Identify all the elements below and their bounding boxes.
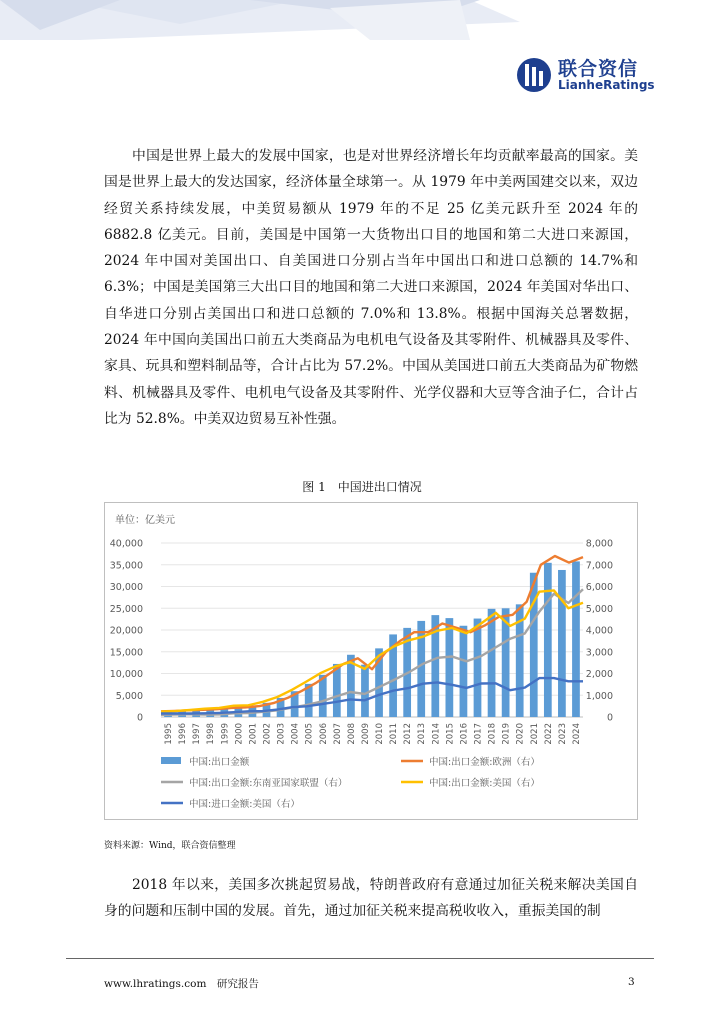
x-axis-tick-label: 2005 [304, 723, 315, 745]
x-axis-tick-label: 1996 [178, 723, 189, 745]
x-axis-tick-label: 2000 [234, 723, 245, 745]
logo-icon [516, 57, 552, 93]
x-axis-tick-label: 2014 [431, 723, 442, 745]
left-axis-tick-label: 0 [136, 712, 143, 724]
left-axis-tick-label: 10,000 [109, 669, 143, 680]
figure-source: 资料来源：Wind，联合资信整理 [104, 841, 236, 851]
x-axis-tick-label: 2015 [445, 723, 456, 745]
header-banner [0, 0, 724, 40]
left-axis-tick-label: 40,000 [109, 538, 143, 550]
right-axis-tick-label: 1,000 [585, 690, 613, 702]
x-axis-tick-label: 2016 [459, 723, 470, 745]
chart-bar [572, 561, 580, 717]
chart-bar [361, 665, 369, 717]
x-axis-tick-label: 2007 [332, 723, 343, 745]
chart-bar [544, 563, 552, 717]
x-axis-tick-label: 1995 [164, 723, 175, 745]
footer-divider [66, 958, 654, 959]
x-axis-tick-label: 2023 [557, 723, 568, 745]
x-axis-tick-label: 2021 [529, 723, 540, 745]
legend-label: 中国:出口金额:欧洲（右） [429, 757, 540, 768]
page-number: 3 [628, 976, 635, 988]
left-axis-tick-label: 15,000 [109, 647, 143, 659]
x-axis-tick-label: 2020 [515, 723, 526, 745]
legend-label: 中国:出口金额 [189, 757, 250, 768]
logo-text-cn: 联合资信 [558, 58, 639, 80]
left-axis-tick-label: 35,000 [109, 560, 143, 572]
x-axis-tick-label: 2018 [487, 723, 498, 745]
chart-bar [460, 626, 468, 717]
right-axis-tick-label: 7,000 [585, 560, 613, 572]
chart-bar [558, 570, 566, 717]
chart-container [104, 502, 638, 820]
x-axis-tick-label: 2017 [473, 723, 484, 745]
chart-bar [530, 573, 538, 717]
body-paragraph-1: 中国是世界上最大的发展中国家，也是对世界经济增长年均贡献率最高的国家。美国是世界上最大的发达国家，经济体量全球第一。从 1979 年中美两国建交以来，双边经贸关系持续发展，中美贸易额从 1979 年的不足 25 亿美元跃升至 2024 年的 6882.8 亿美元。目前，美国是中国第一大货物出口目的地国和第二大进口来源国，2024 年中国对美国出口、自美国进口分别占当年中国出口和进口总额的 14.7%和 6.3%；中国是美国第三大出口目的地国和第二大进口来源国，2024 年美国对华出口、自华进口分别占美国出口和进口总额的 7.0%和 13.8%。根据中国海关总署数据，2024 年中国向美国出口前五大类商品为电机电气设备及其零附件、机械器具及零件、家具、玩具和塑料制品等，合计占比为 57.2%。中国从美国进口前五大类商品为矿物燃料、机械器具及零件、电机电气设备及其零附件、光学仪器和大豆等含油子仁，合计占比为 52.8%。中美双边贸易互补性强。 [104, 148, 638, 427]
legend-label: 中国:出口金额:东南亚国家联盟（右） [189, 778, 348, 789]
logo-text-en: LianheRatings [558, 78, 655, 92]
chart-svg [105, 503, 637, 819]
x-axis-tick-label: 2008 [346, 723, 357, 745]
left-axis-tick-label: 5,000 [115, 690, 143, 702]
right-axis-tick-label: 8,000 [585, 538, 613, 550]
x-axis-tick-label: 2006 [318, 723, 329, 745]
x-axis-tick-label: 2011 [389, 723, 400, 745]
legend-label: 中国:进口金额:美国（右） [189, 799, 300, 810]
x-axis-tick-label: 2009 [360, 723, 371, 745]
right-axis-tick-label: 0 [606, 712, 613, 724]
right-axis-tick-label: 2,000 [585, 669, 613, 680]
left-axis-tick-label: 30,000 [109, 582, 143, 593]
legend-swatch [161, 757, 181, 764]
left-axis-tick-label: 25,000 [109, 603, 143, 615]
x-axis-tick-label: 2013 [417, 723, 428, 745]
right-axis-tick-label: 3,000 [585, 647, 613, 659]
footer-site: www.lhratings.com 研究报告 [104, 978, 259, 990]
x-axis-tick-label: 2024 [571, 723, 582, 745]
x-axis-tick-label: 1997 [192, 723, 203, 745]
company-logo [516, 53, 676, 97]
x-axis-tick-label: 2001 [248, 723, 259, 745]
x-axis-tick-label: 1999 [220, 723, 231, 745]
legend-label: 中国:出口金额:美国（右） [429, 778, 540, 789]
chart-bar [445, 618, 453, 717]
chart-bar [488, 609, 496, 717]
left-axis-tick-label: 20,000 [109, 625, 143, 637]
figure-title: 图 1 中国进出口情况 [302, 480, 422, 494]
x-axis-tick-label: 2019 [501, 723, 512, 745]
body-paragraph-2: 2018 年以来，美国多次挑起贸易战，特朗普政府有意通过加征关税来解决美国自身的问题和压制中国的发展。首先，通过加征关税来提高税收收入，重振美国的制 [104, 877, 638, 920]
chart-unit-label: 单位：亿美元 [115, 515, 175, 526]
x-axis-tick-label: 2003 [276, 723, 287, 745]
x-axis-tick-label: 2022 [543, 723, 554, 745]
right-axis-tick-label: 5,000 [585, 603, 613, 615]
x-axis-tick-label: 2002 [262, 723, 273, 745]
x-axis-tick-label: 2004 [290, 723, 301, 745]
x-axis-tick-label: 1998 [206, 723, 217, 745]
right-axis-tick-label: 6,000 [585, 582, 613, 593]
x-axis-tick-label: 2012 [403, 723, 414, 745]
right-axis-tick-label: 4,000 [585, 625, 613, 637]
chart-bar [474, 619, 482, 717]
x-axis-tick-label: 2010 [375, 723, 386, 745]
